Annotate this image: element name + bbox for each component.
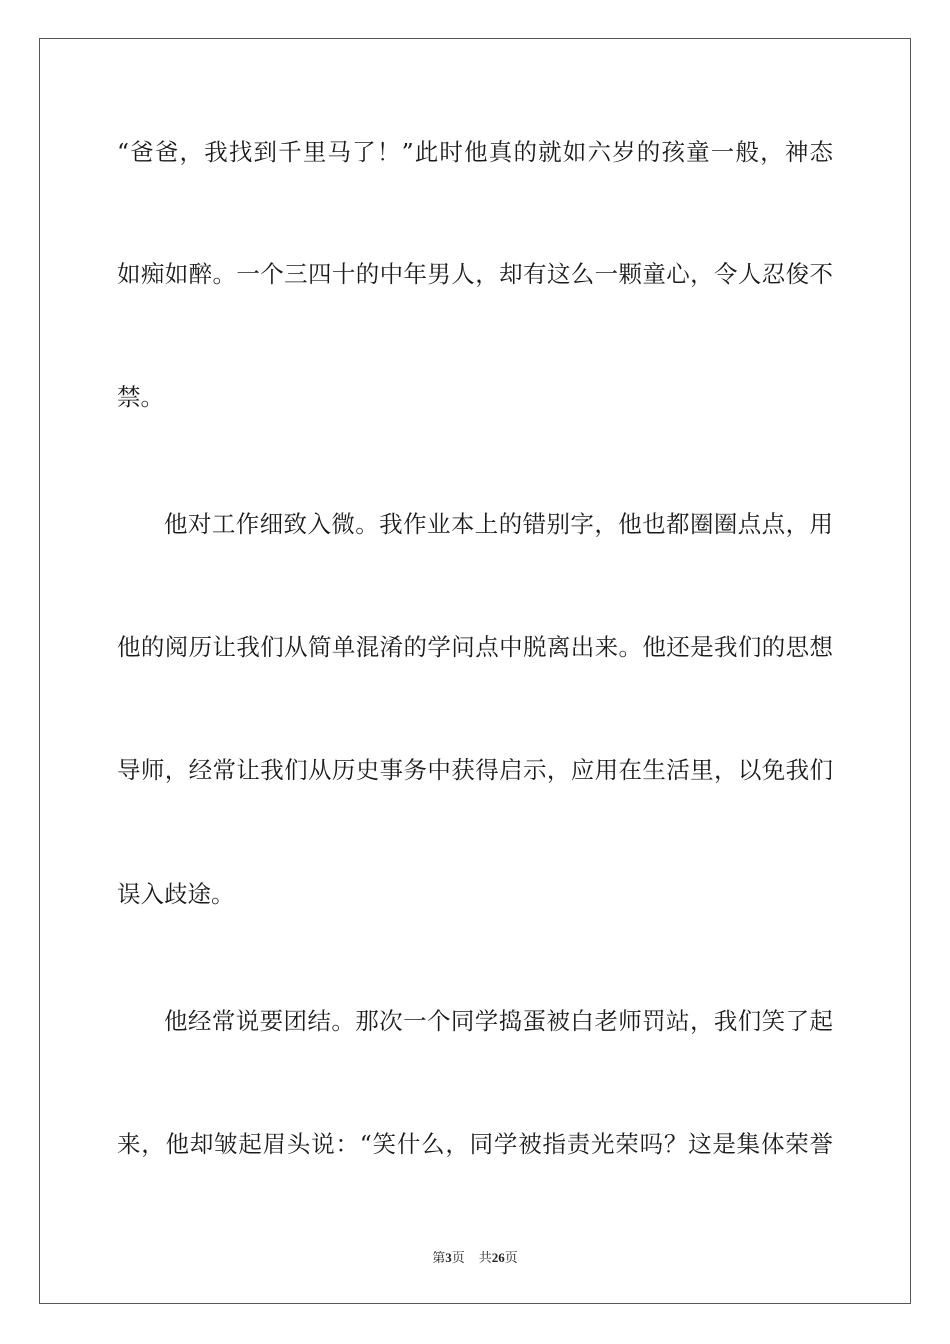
paragraph-line: 他经常说要团结。那次一个同学捣蛋被白老师罚站，我们笑了起 (164, 1007, 833, 1035)
page-footer (0, 1249, 950, 1268)
paragraph-line: 他对工作细致入微。我作业本上的错别字，他也都圈圈点点，用 (164, 510, 833, 538)
page-border (39, 38, 911, 1304)
paragraph-line: 如痴如醉。一个三四十的中年男人，却有这么一颗童心，令人忍俊不 (117, 260, 833, 288)
page-prefix: 第 (432, 1251, 446, 1266)
paragraph-line: “爸爸，我找到千里马了！”此时他真的就如六岁的孩童一般，神态 (117, 138, 833, 166)
paragraph-line: 误入歧途。 (117, 880, 235, 908)
total-suffix: 页 (504, 1251, 518, 1266)
page-number: 3 (445, 1250, 452, 1265)
page-suffix: 页 (451, 1251, 465, 1266)
paragraph-line: 导师，经常让我们从历史事务中获得启示，应用在生活里，以免我们 (117, 756, 833, 784)
paragraph-line: 禁。 (117, 383, 164, 411)
total-prefix: 共 (478, 1251, 492, 1266)
paragraph-line: 他的阅历让我们从简单混淆的学问点中脱离出来。他还是我们的思想 (117, 633, 833, 661)
total-pages: 26 (491, 1250, 505, 1265)
paragraph-line: 来，他却皱起眉头说：“笑什么，同学被指责光荣吗？这是集体荣誉 (117, 1130, 833, 1158)
